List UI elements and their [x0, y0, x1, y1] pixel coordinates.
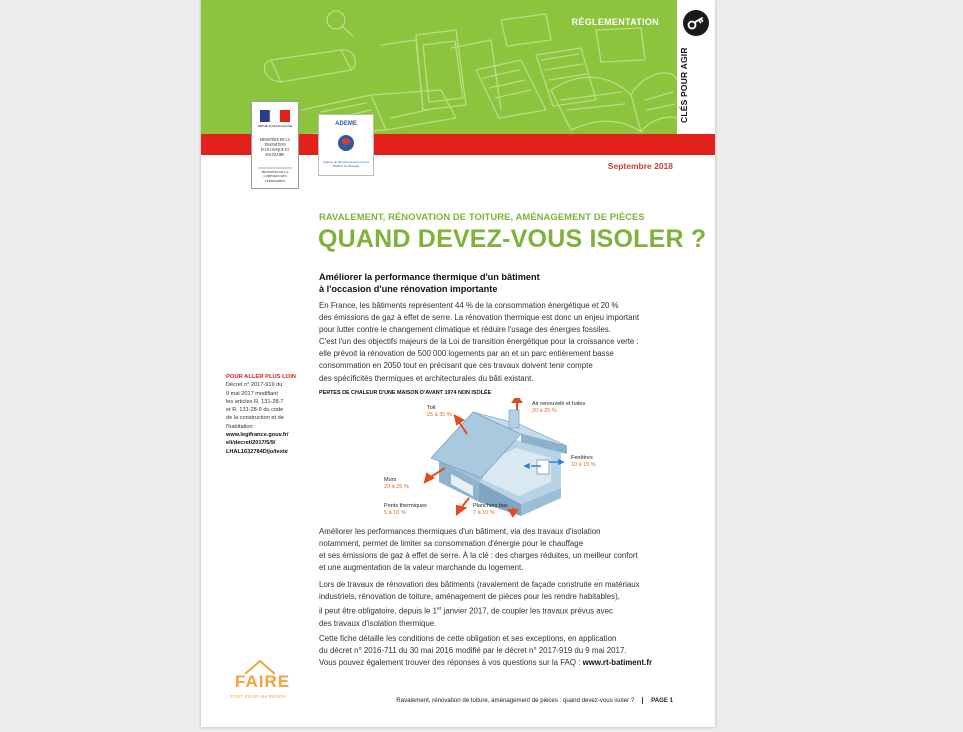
text-line: et R. 131-28-9 du code: [226, 407, 284, 414]
document-page: [201, 0, 715, 727]
paragraph-obligation: [319, 579, 679, 630]
ministry-logo: [251, 101, 299, 189]
side-label: CLÉS POUR AGIR: [679, 47, 689, 123]
label-thermal-bridges-name: Ponts thermiques: [384, 503, 427, 509]
text-line: C'est l'un des objectifs majeurs de la Loi de transition énergétique pour la croissance verte :: [319, 337, 639, 347]
label-windows: [571, 455, 596, 469]
label-roof-name: Toit: [427, 405, 436, 411]
faire-logo-text: FAIRE: [235, 672, 291, 691]
text-line: du décret n° 2016-711 du 30 mai 2016 modifié par le décret n° 2017-919 du 9 mai 2017.: [319, 646, 627, 656]
text-line: pour lutter contre le changement climatique et réduire l'usage des énergies fossiles.: [319, 325, 611, 335]
kicker: RAVALEMENT, RÉNOVATION DE TOITURE, AMÉNAGEMENT DE PIÈCES: [319, 211, 645, 222]
page-title: QUAND DEVEZ-VOUS ISOLER ?: [318, 225, 707, 253]
subtitle-line: à l'occasion d'une rénovation importante: [319, 284, 498, 294]
paragraph-scope: [319, 633, 679, 669]
label-roof: [427, 405, 452, 419]
text-line: Améliorer les performances thermiques d'un bâtiment, via des travaux d'isolation: [319, 527, 601, 536]
page-number: PAGE 1: [642, 697, 673, 704]
text-fragment: il peut être obligatoire, depuis le 1: [319, 606, 437, 616]
text-line: industriels, rénovation de toiture, aménagement de pièces pour les rendre habitables),: [319, 592, 620, 602]
label-thermal-bridges-value: 5 à 10 %: [384, 510, 406, 516]
text-line: les articles R. 131-28-7: [226, 398, 284, 405]
figure-caption: PERTES DE CHALEUR D'UNE MAISON D'AVANT 1974 NON ISOLÉE: [319, 390, 492, 396]
text-line: et une augmentation de la valeur marchande du logement.: [319, 563, 524, 573]
label-floors-value: 7 à 10 %: [473, 510, 495, 516]
label-walls: [384, 477, 409, 491]
paragraph-benefits: [319, 526, 679, 574]
subtitle-line: Améliorer la performance thermique d'un bâtiment: [319, 272, 540, 282]
ademe-subtitle: Agence de l'Environnement et de la Maîtrise de l'Énergie: [323, 160, 369, 168]
faq-link[interactable]: www.rt-batiment.fr: [582, 658, 653, 668]
label-air: [532, 401, 585, 415]
key-icon: [683, 10, 709, 36]
text-line: [319, 603, 679, 618]
text-line: et ses émissions de gaz à effet de serre. À la clé : des charges réduites, un meilleur confort: [319, 551, 638, 561]
subtitle: [319, 271, 649, 295]
text-line: En France, les bâtiments représentent 44 % de la consommation énergétique et 20 %: [319, 301, 619, 310]
text-line: des travaux d'isolation thermique.: [319, 618, 437, 628]
footer-text: Ravalement, rénovation de toiture, aménagement de pièces : quand devez-vous isoler ?: [396, 697, 635, 704]
text-line: 9 mai 2017 modifiant: [226, 390, 278, 397]
label-thermal-bridges: [384, 503, 427, 517]
label-roof-value: 25 à 30 %: [427, 412, 452, 418]
superscript: er: [437, 606, 442, 613]
text-line: elle prévoit la rénovation de 500 000 logements par an et un parc entièrement basse: [319, 349, 614, 359]
label-walls-value: 20 à 25 %: [384, 484, 409, 490]
further-reading: [226, 373, 304, 456]
ministry-name-1: MINISTÈRE DE LA TRANSITION ÉCOLOGIQUE ET SOLIDAIRE: [259, 138, 291, 157]
legifrance-link[interactable]: LHAL1632784D/jo/texte: [226, 448, 288, 455]
publication-date: Septembre 2018: [607, 161, 673, 171]
text-line: [319, 657, 679, 669]
text-fragment: janvier 2017, de coupler les travaux prévus avec: [441, 606, 613, 616]
label-floors: [473, 503, 508, 517]
legifrance-link[interactable]: www.legifrance.gouv.fr/: [226, 432, 289, 439]
further-reading-heading: POUR ALLER PLUS LOIN: [226, 374, 296, 380]
label-walls-name: Murs: [384, 477, 397, 483]
ministry-name-2: MINISTÈRE DE LA COHÉSION DES TERRITOIRES: [261, 170, 289, 183]
label-air-name: Air renouvelé et fuites: [532, 401, 586, 407]
text-line: Décret n° 2017-919 du: [226, 382, 283, 389]
text-line: de la construction et de: [226, 415, 284, 422]
text-line: des émissions de gaz à effet de serre. La rénovation thermique est donc un enjeu important: [319, 313, 640, 323]
text-line: l'habitation :: [226, 423, 256, 430]
intro-paragraph: [319, 300, 679, 385]
text-line: Lors de travaux de rénovation des bâtiments (ravalement de façade construite en matériaux: [319, 580, 640, 589]
legifrance-link[interactable]: eli/decret/2017/5/9/: [226, 440, 276, 447]
label-air-value: 20 à 25 %: [532, 408, 557, 414]
ademe-logo: [318, 114, 374, 176]
ademe-wordmark: ADEME: [335, 121, 357, 127]
label-windows-value: 10 à 15 %: [571, 462, 596, 468]
page-footer: [361, 697, 673, 704]
republique-text: RÉPUBLIQUE FRANÇAISE: [257, 124, 293, 128]
text-fragment: Vous pouvez également trouver des réponses à vos questions sur la FAQ :: [319, 658, 583, 668]
text-line: des spécificités thermiques et architecturales du bâti existant.: [319, 373, 534, 383]
faire-tagline: TOUT POUR MA RÉNOV: [230, 694, 287, 699]
label-windows-name: Fenêtres: [571, 455, 593, 461]
text-line: Cette fiche détaille les conditions de cette obligation et ses exceptions, en application: [319, 634, 617, 643]
category-label: RÉGLEMENTATION: [571, 17, 659, 27]
text-line: consommation en 2050 tout en précisant que ces travaux doivent tenir compte: [319, 361, 593, 371]
text-line: notamment, permet de limiter sa consommation d'énergie pour le chauffage: [319, 539, 584, 549]
label-floors-name: Planchers bas: [473, 503, 508, 509]
